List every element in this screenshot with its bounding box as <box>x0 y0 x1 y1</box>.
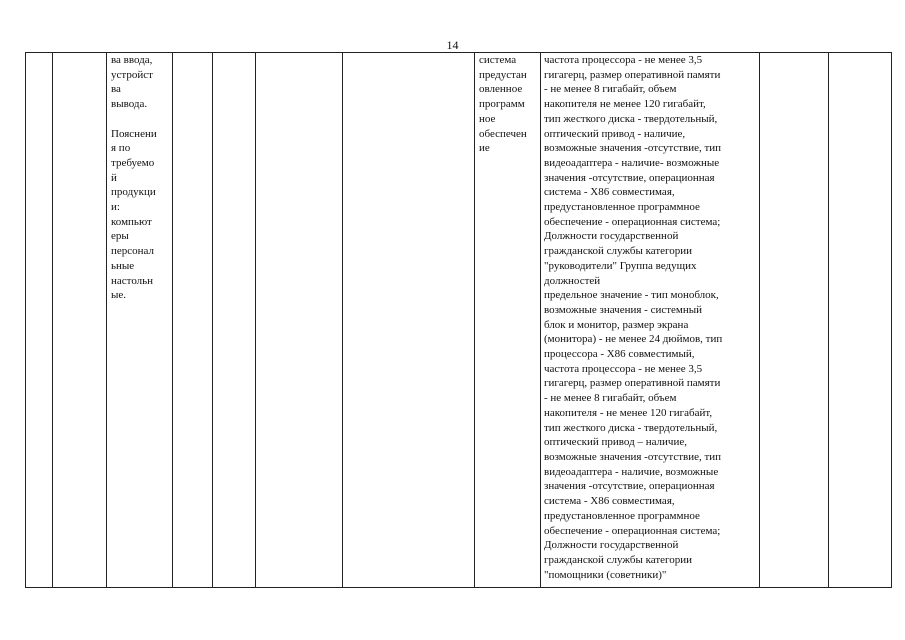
specification-table <box>25 52 892 588</box>
table-row <box>26 53 892 588</box>
table-cell-characteristic-name: система предустан овленное программ ное обеспечен ие <box>475 53 541 588</box>
page-number: 14 <box>446 38 459 52</box>
table-cell-characteristic-values: частота процессора - не менее 3,5 гигагерц, размер оперативной памяти - не менее 8 гигабайт, объем накопителя не менее 120 гигабайт, тип жесткого диска - твердотельный, оптический привод - наличие, возможные значения -отсутствие, тип видеоадаптера - наличие- возможные значения -отсутствие, операционная система - Х86 совместимая, предустановленное программное обеспечение - операционная система; Должности государственной гражданской службы категории "руководители" Группа ведущих должностей предельное значение - тип моноблок, возможные значения - системный блок и монитор, размер экрана (монитора) - не менее 24 дюймов, тип процессора - Х86 совместимый, частота процессора - не менее 3,5 гигагерц, размер оперативной памяти - не менее 8 гигабайт, объем накопителя - не менее 120 гигабайт, тип жесткого диска - твердотельный, оптический привод – наличие, возможные значения -отсутствие, тип видеоадаптера - наличие, возможные значения -отсутствие, операционная система - Х86 совместимая, предустановленное программное обеспечение - операционная система; Должности государственной гражданской службы категории "помощники (советники)" <box>541 53 760 588</box>
table-cell-product-description: ва ввода, устройст ва вывода. Пояснени я по требуемо й продукци и: компьют еры персонал ьные настольн ые. <box>107 53 173 588</box>
table-cell-empty-10 <box>760 53 829 588</box>
table-cell-empty-1 <box>26 53 53 588</box>
table-cell-empty-6 <box>256 53 343 588</box>
table-cell-empty-11 <box>829 53 892 588</box>
table-cell-empty-2 <box>53 53 107 588</box>
table-cell-empty-4 <box>173 53 213 588</box>
table-cell-empty-7 <box>343 53 475 588</box>
table-cell-empty-5 <box>213 53 256 588</box>
